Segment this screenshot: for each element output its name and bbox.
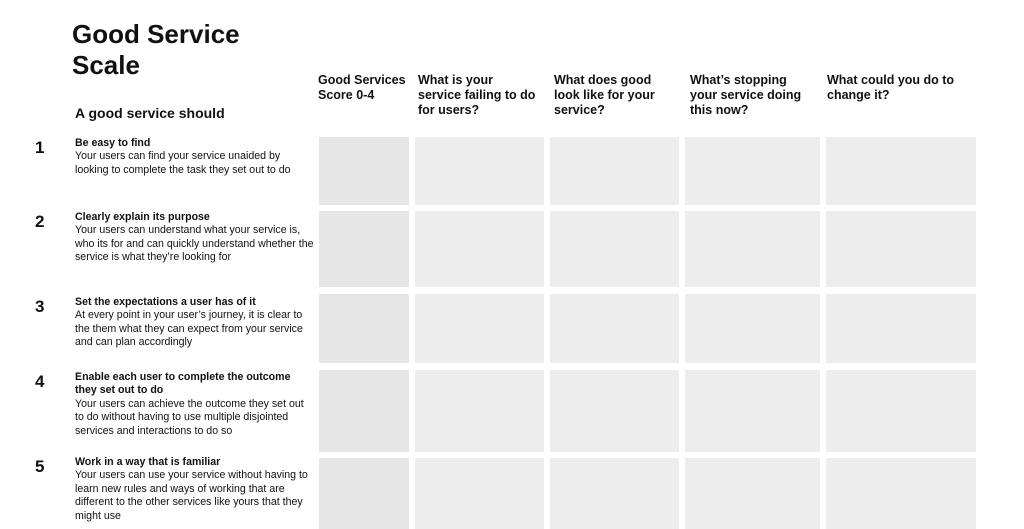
row-heading: Work in a way that is familiar — [75, 456, 221, 468]
change-cell[interactable] — [826, 370, 976, 452]
failing-cell[interactable] — [415, 370, 544, 452]
stopping-cell[interactable] — [685, 370, 820, 452]
row-criterion — [75, 456, 315, 523]
good-cell[interactable] — [550, 370, 679, 452]
failing-cell[interactable] — [415, 294, 544, 363]
stopping-cell[interactable] — [685, 211, 820, 287]
row-heading: Be easy to find — [75, 137, 151, 149]
row-description: Your users can achieve the outcome they set out to do without having to use multiple disjointed services and interactions to do so — [75, 397, 304, 437]
row-number: 1 — [35, 138, 45, 157]
row-criterion — [75, 137, 315, 177]
change-cell[interactable] — [826, 294, 976, 363]
column-header-failing: What is your service failing to do for users? — [418, 73, 536, 117]
column-header-score: Good Services Score 0-4 — [318, 73, 406, 102]
row-heading: Clearly explain its purpose — [75, 211, 210, 223]
row-description: Your users can use your service without having to learn new rules and ways of working that are different to the other services like yours that they might use — [75, 469, 308, 522]
column-header-stopping: What’s stopping your service doing this now? — [690, 73, 802, 117]
row-heading: Enable each user to complete the outcome they set out to do — [75, 371, 291, 397]
row-description: Your users can find your service unaided by looking to complete the task they set out to do — [75, 150, 291, 176]
row-criterion — [75, 371, 315, 438]
section-subtitle: A good service should — [75, 105, 225, 121]
stopping-cell[interactable] — [685, 294, 820, 363]
change-cell[interactable] — [826, 137, 976, 205]
change-cell[interactable] — [826, 458, 976, 529]
row-criterion — [75, 211, 315, 265]
column-header-change: What could you do to change it? — [827, 73, 955, 102]
row-criterion — [75, 296, 315, 350]
row-description: At every point in your user’s journey, it is clear to the them what they can expect from your service and can plan accordingly — [75, 309, 303, 349]
column-header-good: What does good look like for your service? — [554, 73, 655, 117]
row-number: 5 — [35, 457, 45, 476]
good-cell[interactable] — [550, 294, 679, 363]
row-number: 2 — [35, 212, 45, 231]
row-description: Your users can understand what your service is, who its for and can quickly understand whether the service is what they’re looking for — [75, 224, 314, 264]
score-cell[interactable] — [319, 458, 409, 529]
good-cell[interactable] — [550, 458, 679, 529]
row-number: 3 — [35, 297, 45, 316]
row-number: 4 — [35, 372, 45, 391]
score-cell[interactable] — [319, 211, 409, 287]
good-cell[interactable] — [550, 137, 679, 205]
page-title: Good Service Scale — [72, 19, 240, 80]
failing-cell[interactable] — [415, 458, 544, 529]
row-heading: Set the expectations a user has of it — [75, 296, 256, 308]
stopping-cell[interactable] — [685, 458, 820, 529]
score-cell[interactable] — [319, 370, 409, 452]
failing-cell[interactable] — [415, 137, 544, 205]
score-cell[interactable] — [319, 137, 409, 205]
stopping-cell[interactable] — [685, 137, 820, 205]
failing-cell[interactable] — [415, 211, 544, 287]
change-cell[interactable] — [826, 211, 976, 287]
score-cell[interactable] — [319, 294, 409, 363]
good-cell[interactable] — [550, 211, 679, 287]
